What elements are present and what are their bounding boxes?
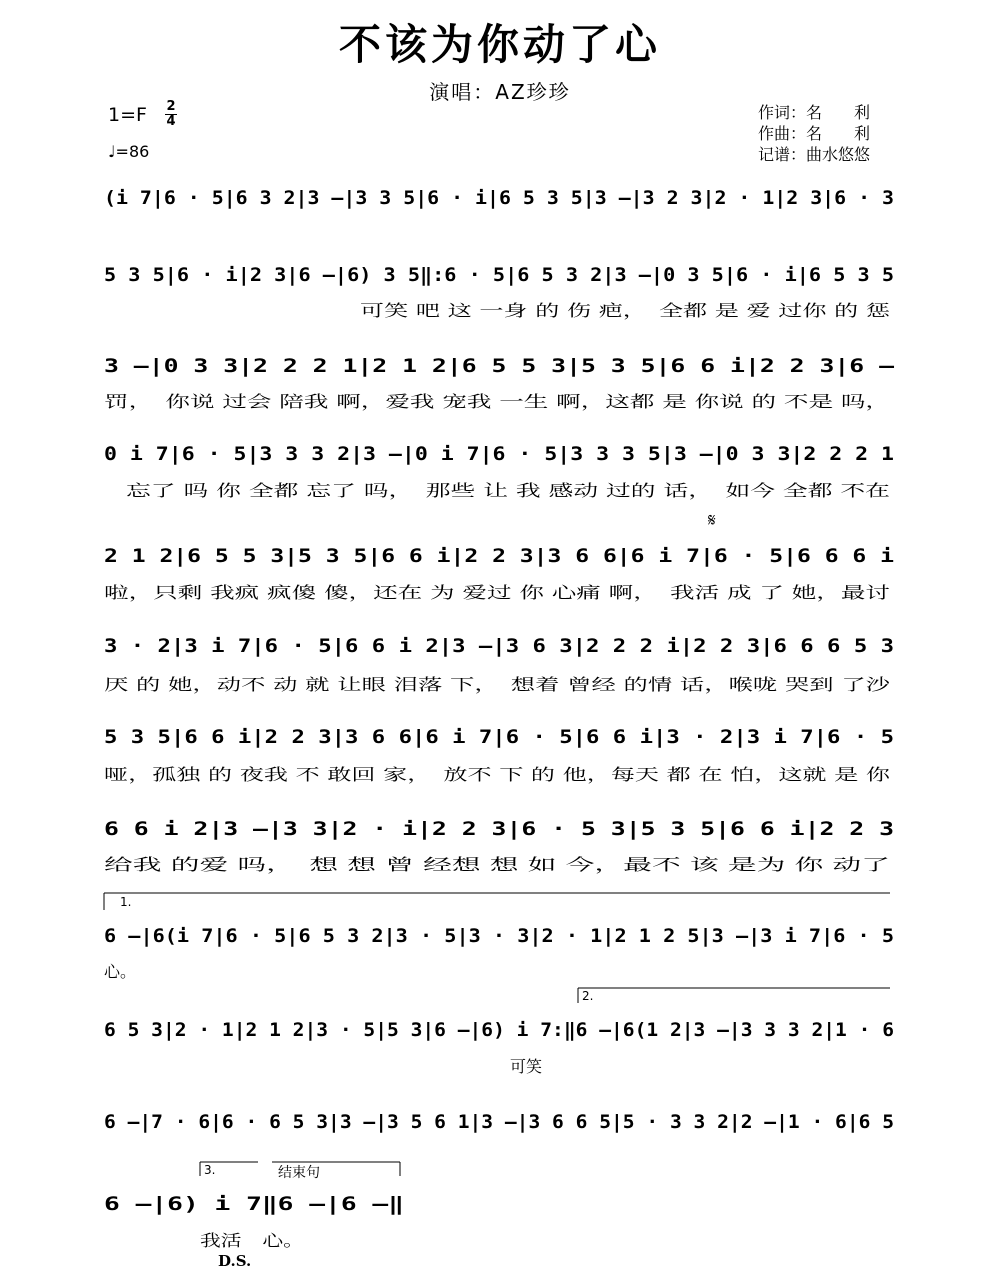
notes-row-6: 3 · 2|3 i 7|6 · 5|6 6 i 2|3 –|3 6 3|2 2 2 i|2 2 3|6 6 6 5 3 bbox=[104, 635, 894, 657]
composer-credit: 作曲：名 利 bbox=[758, 124, 871, 143]
notes-row-9: 6 –|6(i 7|6 · 5|6 5 3 2|3 · 5|3 · 3|2 · 1|2 1 2 5|3 –|3 i 7|6 · 5 bbox=[104, 925, 894, 947]
ending-label: 结束句 bbox=[278, 1165, 320, 1181]
volta-3-label: 3. bbox=[204, 1163, 216, 1177]
lyrics-row-4: 忘了 吗 你 全都 忘了 吗， 那些 让 我 感动 过的 话， 如今 全都 不在 bbox=[126, 481, 890, 500]
time-signature-top: 2 bbox=[166, 99, 176, 114]
tempo-marking: ♩=86 bbox=[108, 142, 150, 161]
volta-2-label: 2. bbox=[582, 989, 594, 1003]
notes-row-11: 6 –|7 · 6|6 · 6 5 3|3 –|3 5 6 1|3 –|3 6 6 5|5 · 3 3 2|2 –|1 · 6|6 5 bbox=[104, 1111, 894, 1133]
lyrics-row-12: 我活 心。 bbox=[200, 1231, 304, 1250]
transcriber-credit: 记谱：曲水悠悠 bbox=[758, 145, 871, 164]
singer-credit: 演唱：AZ珍珍 bbox=[429, 80, 571, 104]
notes-row-7: 5 3 5|6 6 i|2 2 3|3 6 6|6 i 7|6 · 5|6 6 i|3 · 2|3 i 7|6 · 5 bbox=[104, 726, 894, 748]
lyrics-row-9: 心。 bbox=[104, 962, 137, 981]
lyrics-row-5: 啦，只剩 我疯 疯傻 傻，还在 为 爱过 你 心痛 啊， 我活 成 了 她，最讨 bbox=[104, 583, 890, 602]
staff-row-9 bbox=[104, 893, 894, 981]
ds-marking: D.S. bbox=[218, 1252, 252, 1270]
staff-row-12 bbox=[104, 1162, 404, 1250]
staff-row-11 bbox=[104, 1111, 894, 1133]
lyrics-row-6: 厌 的 她，动不 动 就 让眼 泪落 下， 想着 曾经 的情 话，喉咙 哭到 了沙 bbox=[104, 675, 892, 694]
staff-row-2 bbox=[104, 264, 894, 320]
notes-row-12: 6 –|6) i 7‖6 –|6 –‖ bbox=[104, 1193, 404, 1215]
time-signature-bottom: 4 bbox=[166, 114, 176, 129]
staff-row-5 bbox=[104, 545, 894, 602]
notes-row-1: (i 7|6 · 5|6 3 2|3 –|3 3 5|6 · i|6 5 3 5|3 –|3 2 3|2 · 1|2 3|6 · 3 bbox=[104, 187, 895, 209]
staff-row-7 bbox=[104, 726, 894, 784]
notes-row-4: 0 i 7|6 · 5|3 3 3 2|3 –|0 i 7|6 · 5|3 3 3 5|3 –|0 3 3|2 2 2 1 bbox=[104, 443, 894, 465]
notes-row-10: 6 5 3|2 · 1|2 1 2|3 · 5|5 3|6 –|6) i 7:‖6 –|6(1 2|3 –|3 3 3 2|1 · 6 bbox=[104, 1019, 894, 1041]
notes-row-2: 5 3 5|6 · i|2 3|6 –|6) 3 5‖:6 · 5|6 5 3 2|3 –|0 3 5|6 · i|6 5 3 5 bbox=[104, 264, 894, 286]
lyrics-row-8: 给我 的爱 吗， 想 想 曾 经想 想 如 今，最不 该 是为 你 动了 bbox=[104, 855, 890, 874]
notes-row-5: 2 1 2|6 5 5 3|5 3 5|6 6 i|2 2 3|3 6 6|6 i 7|6 · 5|6 6 6 i bbox=[104, 545, 894, 567]
lyrics-row-7: 哑，孤独 的 夜我 不 敢回 家， 放不 下 的 他，每天 都 在 怕，这就 是 你 bbox=[104, 765, 892, 784]
staff-row-1 bbox=[104, 187, 894, 209]
staff-row-10 bbox=[104, 988, 894, 1076]
staff-row-8 bbox=[104, 818, 894, 874]
notes-row-3: 3 –|0 3 3|2 2 2 1|2 1 2|6 5 5 3|5 3 5|6 6 i|2 2 3|6 – bbox=[104, 355, 895, 377]
lyrics-row-2: 可笑 吧 这 一身 的 伤 疤， 全都 是 爱 过你 的 惩 bbox=[360, 301, 892, 320]
notes-row-8: 6 6 i 2|3 –|3 3|2 · i|2 2 3|6 · 5 3|5 3 5|6 6 i|2 2 3 bbox=[104, 818, 894, 840]
key-signature: 1=F bbox=[108, 104, 147, 126]
song-title: 不该为你动了心 bbox=[338, 20, 661, 69]
staff-row-3 bbox=[104, 355, 895, 411]
lyrics-row-3: 罚， 你说 过会 陪我 啊，爱我 宠我 一生 啊，这都 是 你说 的 不是 吗， bbox=[104, 392, 890, 411]
lyrics-row-10: 可笑 bbox=[510, 1057, 543, 1076]
segno-sign: 𝄋 bbox=[708, 510, 716, 531]
volta-1-label: 1. bbox=[120, 895, 132, 909]
staff-row-4 bbox=[104, 443, 894, 500]
lyricist-credit: 作词：名 利 bbox=[758, 103, 871, 122]
staff-row-6 bbox=[104, 635, 894, 694]
